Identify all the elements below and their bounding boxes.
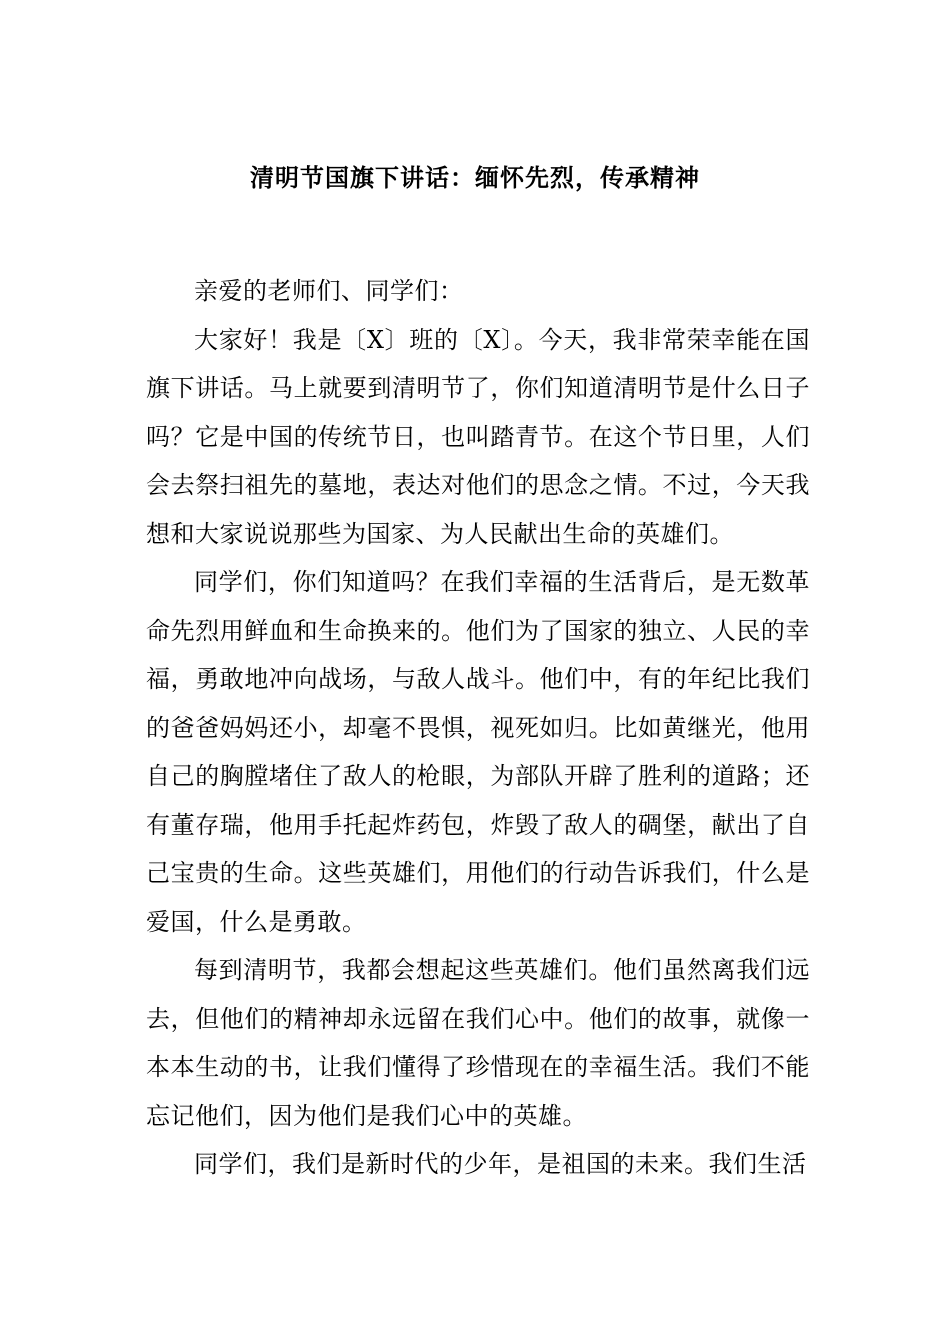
paragraph-salutation: 亲爱的老师们、同学们：	[194, 277, 464, 305]
paragraph: 每到清明节，我都会想起这些英雄们。他们虽然离我们远去，但他们的精神却永远留在我们心中。他们的故事，就像一本本生动的书，让我们懂得了珍惜现在的幸福生活。我们不能忘记他们，因为他们是我们心中的英雄。	[146, 956, 810, 1130]
document-body	[146, 267, 810, 1189]
paragraph: 同学们，你们知道吗？在我们幸福的生活背后，是无数革命先烈用鲜血和生命换来的。他们为了国家的独立、人民的幸福，勇敢地冲向战场，与敌人战斗。他们中，有的年纪比我们的爸爸妈妈还小，却毫不畏惧，视死如归。比如黄继光，他用自己的胸膛堵住了敌人的枪眼，为部队开辟了胜利的道路；还有董存瑞，他用手托起炸药包，炸毁了敌人的碉堡，献出了自己宝贵的生命。这些英雄们，用他们的行动告诉我们，什么是爱国，什么是勇敢。	[146, 568, 810, 936]
paragraph: 同学们，我们是新时代的少年，是祖国的未来。我们生活	[194, 1150, 807, 1178]
paragraph: 大家好！我是〔X〕班的〔X〕。今天，我非常荣幸能在国旗下讲话。马上就要到清明节了，你们知道清明节是什么日子吗？它是中国的传统节日，也叫踏青节。在这个节日里，人们会去祭扫祖先的墓地，表达对他们的思念之情。不过，今天我想和大家说说那些为国家、为人民献出生命的英雄们。	[146, 325, 810, 548]
document-title: 清明节国旗下讲话：缅怀先烈，传承精神	[250, 163, 700, 192]
